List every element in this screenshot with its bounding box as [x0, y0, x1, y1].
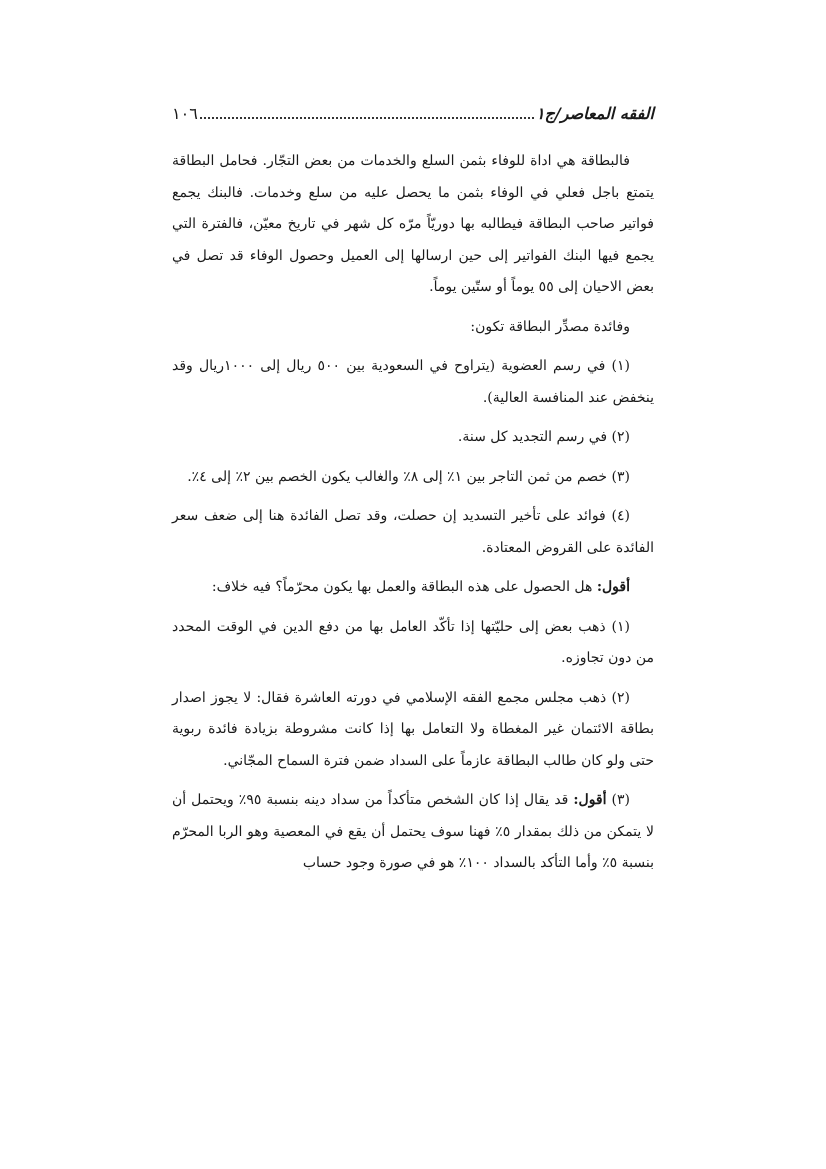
- book-page: [172, 88, 654, 888]
- aqul-question-text: هل الحصول على هذه البطاقة والعمل بها يكون محرّماً؟ فيه خلاف:: [211, 579, 597, 595]
- list-item-aqul-probability: [172, 785, 654, 880]
- aqul-probability-text: قد يقال إذا كان الشخص متأكداً من سداد دينه بنسبة ٩٥٪ ويحتمل أن لا يتمكن من ذلك بمقدار ٥٪ فهنا سوف يحتمل أن يقع في المعصية وهو الربا المحرّم بنسبة ٥٪ وأما التأكد بالسداد ١٠٠٪ هو في صورة وجود حساب: [172, 792, 654, 871]
- list-item-opinion-permissible: (١) ذهب بعض إلى حليّتها إذا تأكّد العامل بها من دفع الدين في الوقت المحدد من دون تجاوزه.: [172, 618, 654, 666]
- paragraph-card-definition: فالبطاقة هي اداة للوفاء بثمن السلع والخدمات من بعض التجّار. فحامل البطاقة يتمتع باجل فعلي في الوفاء بثمن ما يحصل عليه من سلع وخدمات. فالبنك يجمع فواتير صاحب البطاقة فيطالبه بها دوريّاً مرّه كل شهر في تاريخ معيّن، فالفترة التي يجمع فيها البنك الفواتير إلى حين ارسالها إلى العميل وحصول الوفاء قد تصل في بعض الاحيان إلى ٥٥ يوماً أو ستّين يوماً.: [172, 153, 654, 295]
- aqul-label: أقول:: [573, 792, 607, 808]
- paragraph-issuer-benefit: وفائدة مصدِّر البطاقة تكون:: [470, 318, 630, 335]
- paragraph-aqul-question: [172, 572, 654, 604]
- list-item-renewal-fee: (٢) في رسم التجديد كل سنة.: [457, 429, 630, 445]
- list-item-merchant-discount: (٣) خصم من ثمن التاجر بين ١٪ إلى ٨٪ والغالب يكون الخصم بين ٢٪ إلى ٤٪.: [187, 468, 630, 485]
- dotted-leader: [200, 117, 534, 119]
- book-title: الفقه المعاصر/ج١: [536, 104, 654, 123]
- running-header: [172, 88, 654, 122]
- list-item-opinion-fiqh-academy: (٢) ذهب مجلس مجمع الفقه الإسلامي في دورته العاشرة فقال: لا يجوز اصدار بطاقة الائتمان غير المغطاة ولا التعامل بها إذا كانت مشروطة بزيادة فائدة ربوية حتى ولو كان طالب البطاقة عازماً على السداد ضمن فترة السماح المجّاني.: [172, 689, 654, 769]
- aqul-label: أقول:: [596, 579, 630, 595]
- body-text: [172, 146, 654, 880]
- list-item-membership-fee: (١) في رسم العضوية (يتراوح في السعودية بين ٥٠٠ ريال إلى ١٠٠٠ريال وقد ينخفض عند المنافسة العالية).: [172, 358, 654, 406]
- page-number: ١٠٦: [172, 104, 198, 123]
- list-number: (٣): [606, 792, 630, 808]
- list-item-late-interest: (٤) فوائد على تأخير التسديد إن حصلت، وقد تصل الفائدة هنا إلى ضعف سعر الفائدة على القروض المعتادة.: [172, 508, 654, 556]
